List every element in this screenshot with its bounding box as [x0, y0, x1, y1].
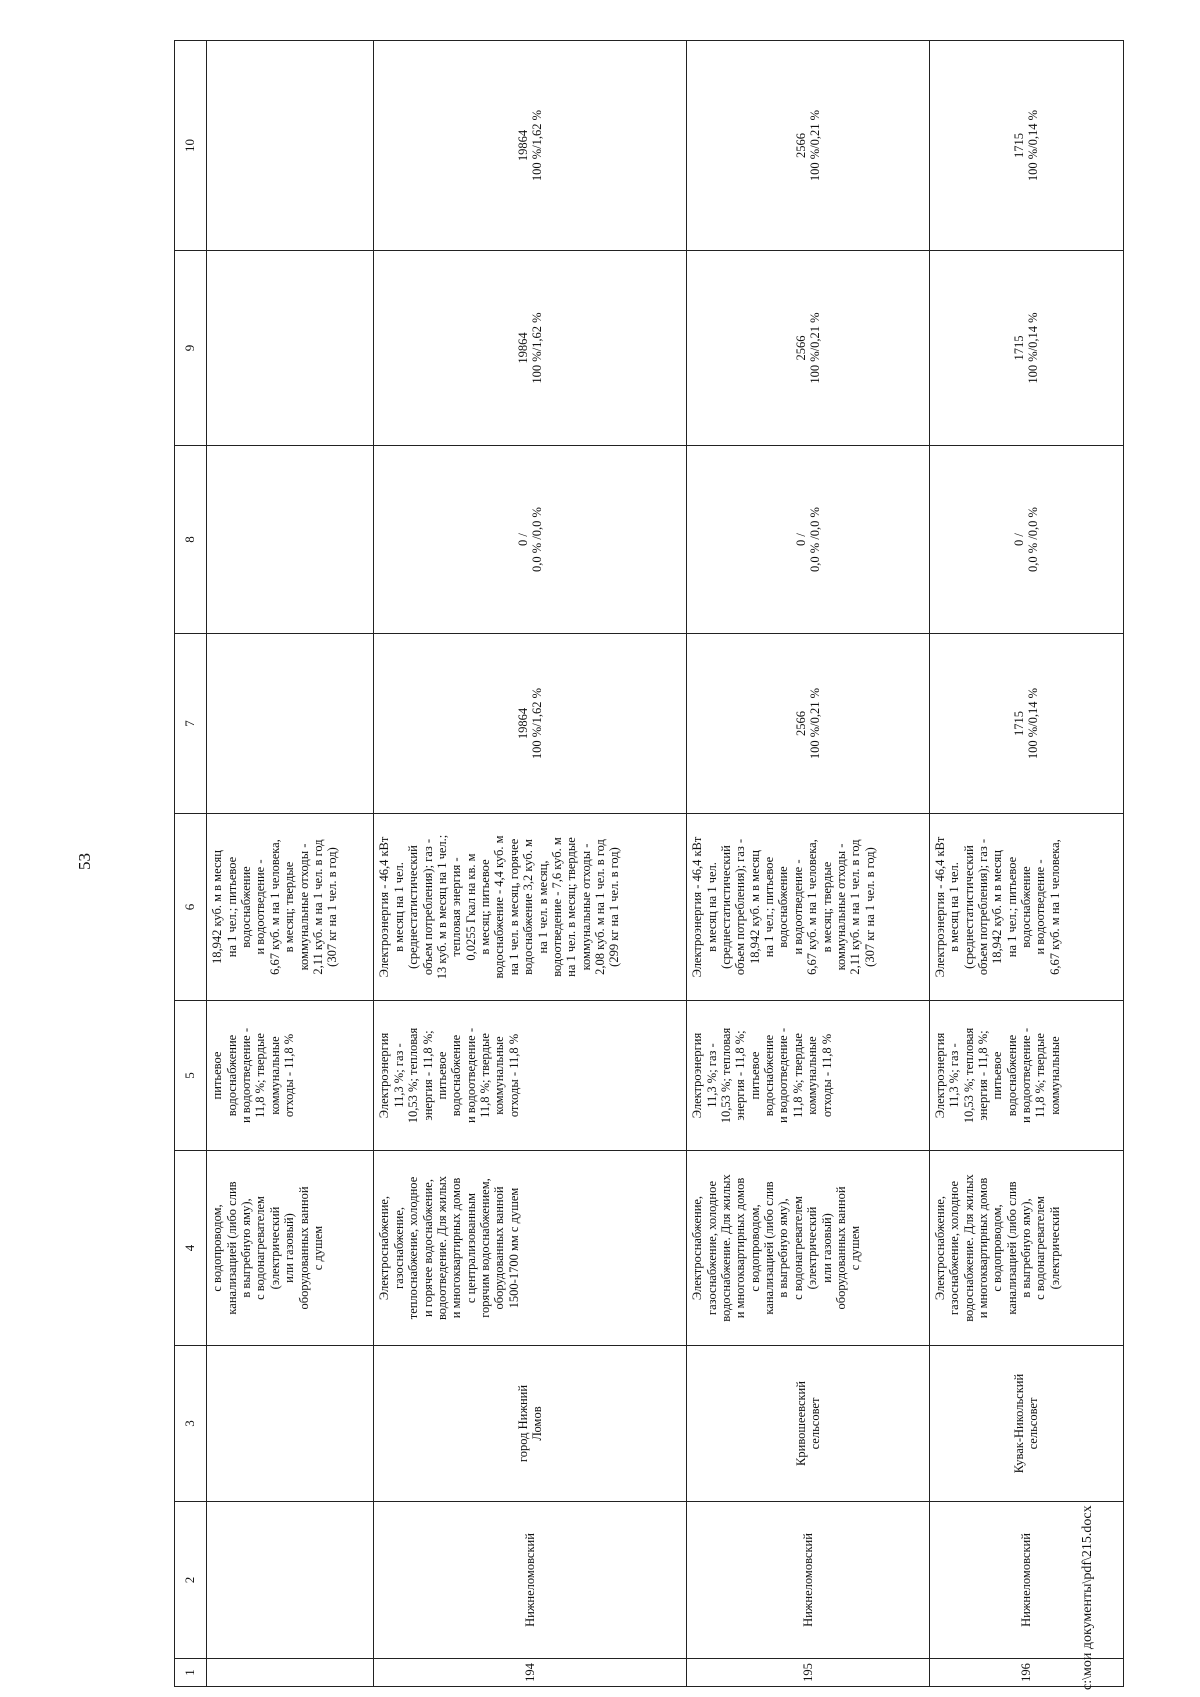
column-header: 7 [175, 634, 207, 814]
table-cell [207, 1502, 374, 1659]
table-cell: 19864 100 %/1,62 % [374, 41, 687, 251]
table-cell: 0 / 0,0 % /0,0 % [374, 446, 687, 634]
table-cell: Электроснабжение, газоснабжение, теплоснабжение, холодное и горячее водоснабжение, водоотведение. Для жилых и многоквартирных домов с централизованным горячим водоснабжением, оборудованных ванной 1500-1700 мм с душем [374, 1151, 687, 1346]
table-cell: город Нижний Ломов [374, 1346, 687, 1502]
table-cell: питьевое водоснабжение и водоотведение - 11,8 %; твердые коммунальные отходы - 11,8 % [207, 1001, 374, 1151]
footer-file-path: c:\мои документы\pdf\215.docx [1080, 1505, 1095, 1690]
table-row [374, 41, 687, 1687]
table-cell: 0 / 0,0 % /0,0 % [929, 446, 1123, 634]
table-cell: 18,942 куб. м в месяц на 1 чел.; питьевое водоснабжение и водоотведение - 6,67 куб. м на 1 человека, в месяц; твердые коммунальные отходы - 2,11 куб. м на 1 чел. в год (307 кг на 1 чел. в год) [207, 814, 374, 1001]
table-cell: Электроэнергия 11,3 %; газ - 10,53 %; тепловая энергия - 11,8 %; питьевое водоснабжение и водоотведение - 11,8 %; твердые коммунальные отходы - 11,8 % [687, 1001, 930, 1151]
table-cell: Электроэнергия 11,3 %; газ - 10,53 %; тепловая энергия - 11,8 %; питьевое водоснабжение и водоотведение - 11,8 %; твердые коммунальные [929, 1001, 1123, 1151]
table-cell: Электроэнергия 11,3 %; газ - 10,53 %; тепловая энергия - 11,8 %; питьевое водоснабжение и водоотведение - 11,8 %; твердые коммунальные отходы - 11,8 % [374, 1001, 687, 1151]
column-header: 5 [175, 1001, 207, 1151]
column-header: 10 [175, 41, 207, 251]
table-row [687, 41, 930, 1687]
column-header: 2 [175, 1502, 207, 1659]
column-header: 8 [175, 446, 207, 634]
table-cell: Кувак-Никольский сельсовет [929, 1346, 1123, 1502]
column-header: 9 [175, 251, 207, 446]
table-cell: 195 [687, 1659, 930, 1687]
column-header: 4 [175, 1151, 207, 1346]
table-cell: 0 / 0,0 % /0,0 % [687, 446, 930, 634]
data-table [174, 40, 1124, 1687]
table-cell: 1715 100 %/0,14 % [929, 41, 1123, 251]
table-cell: 19864 100 %/1,62 % [374, 634, 687, 814]
table-cell: Электроэнергия - 46,4 кВт в месяц на 1 чел. (среднестатистический объем потребления); газ - 18,942 куб. м в месяц на 1 чел.; питьевое водоснабжение и водоотведение - 6,67 куб. м на 1 человека, в месяц; твердые коммунальные отходы - 2,11 куб. м на 1 чел. в год (307 кг на 1 чел. в год) [687, 814, 930, 1001]
table-cell: Нижнеломовский [374, 1502, 687, 1659]
header-row [175, 41, 207, 1687]
table-cell [207, 251, 374, 446]
table-cell: 2566 100 %/0,21 % [687, 41, 930, 251]
table-cell [207, 1346, 374, 1502]
table-cell: Кривошеевский сельсовет [687, 1346, 930, 1502]
table-cell: 1715 100 %/0,14 % [929, 634, 1123, 814]
table-cell: 19864 100 %/1,62 % [374, 251, 687, 446]
column-header: 1 [175, 1659, 207, 1687]
table-row [929, 41, 1123, 1687]
rotated-table-wrapper [174, 41, 1124, 1687]
table-cell: с водопроводом, канализацией (либо слив в выгребную яму), с водонагревателем (электрический или газовый) оборудованных ванной с душем [207, 1151, 374, 1346]
table-cell: 2566 100 %/0,21 % [687, 251, 930, 446]
table-cell: 196 [929, 1659, 1123, 1687]
table-cell: Электроснабжение, газоснабжение, холодное водоснабжение. Для жилых и многоквартирных домов с водопроводом, канализацией (либо слив в выгребную яму), с водонагревателем (электрический [929, 1151, 1123, 1346]
table-cell: 1715 100 %/0,14 % [929, 251, 1123, 446]
table-cell: Нижнеломовский [929, 1502, 1123, 1659]
table-row [207, 41, 374, 1687]
column-header: 3 [175, 1346, 207, 1502]
page-number: 53 [75, 853, 94, 870]
table-cell [207, 446, 374, 634]
table-cell [207, 41, 374, 251]
table-cell: Нижнеломовский [687, 1502, 930, 1659]
table-cell: Электроэнергия - 46,4 кВт в месяц на 1 чел. (среднестатистический объем потребления); газ - 18,942 куб. м в месяц на 1 чел.; питьевое водоснабжение и водоотведение - 6,67 куб. м на 1 человека, [929, 814, 1123, 1001]
table-cell: Электроэнергия - 46,4 кВт в месяц на 1 чел. (среднестатистический объем потребления); газ - 13 куб. м в месяц на 1 чел.; тепловая энергия - 0,0255 Гкал на кв. м в месяц; питьевое водоснабжение - 4,4 куб. м на 1 чел. в месяц, горячее водоснабжение 3,2 куб. м на 1 чел. в месяц, водоотведение - 7,6 куб. м на 1 чел. в месяц; твердые коммунальные отходы - 2,08 куб. м на 1 чел. в год (299 кг на 1 чел. в год) [374, 814, 687, 1001]
table-cell [207, 1659, 374, 1687]
table-cell: Электроснабжение, газоснабжение, холодное водоснабжение. Для жилых и многоквартирных домов с водопроводом, канализацией (либо слив в выгребную яму), с водонагревателем (электрический или газовый) оборудованных ванной с душем [687, 1151, 930, 1346]
table-cell: 2566 100 %/0,21 % [687, 634, 930, 814]
table-cell [207, 634, 374, 814]
table-cell: 194 [374, 1659, 687, 1687]
column-header: 6 [175, 814, 207, 1001]
